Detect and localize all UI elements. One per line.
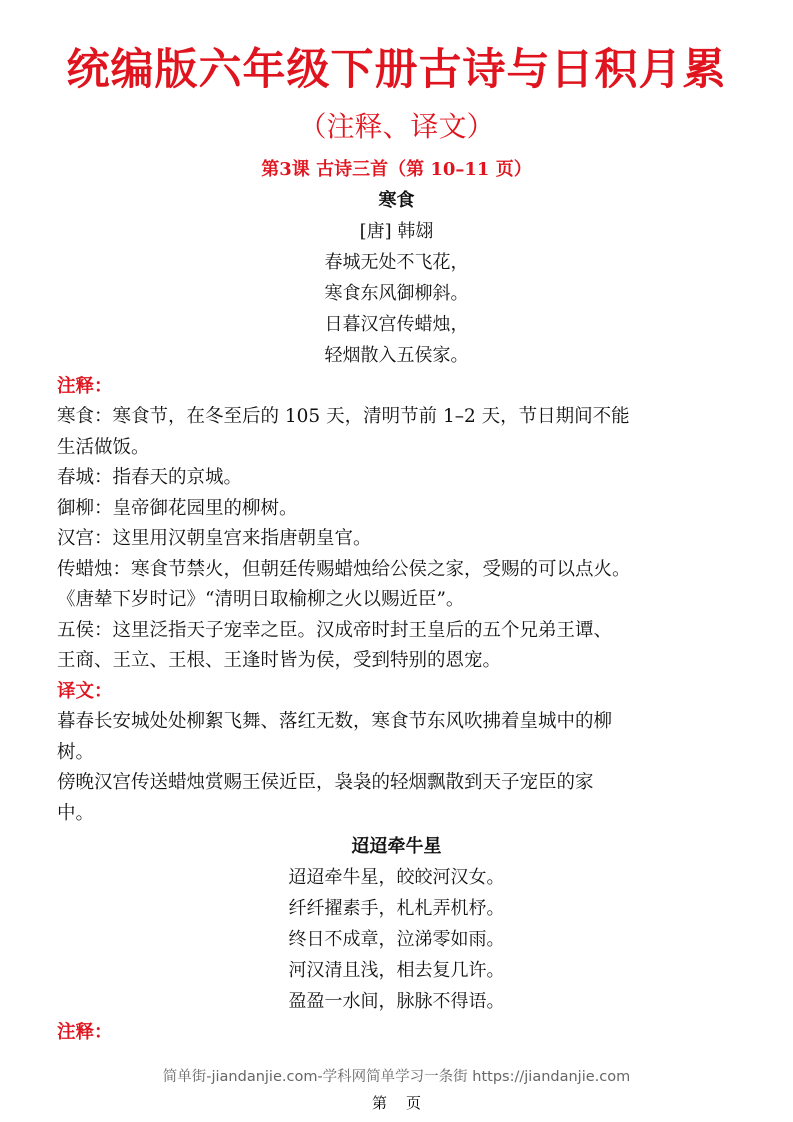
- poem-author: [唐] 韩翃: [359, 221, 434, 242]
- poem-line: 寒食东风御柳斜。: [324, 283, 469, 304]
- translation-line: 暮春长安城处处柳絮飞舞、落红无数，寒食节东风吹拂着皇城中的柳: [57, 711, 613, 732]
- document-subtitle: （注释、译文）: [298, 110, 495, 143]
- document-title: 统编版六年级下册古诗与日积月累: [66, 45, 727, 95]
- page-number: 第 页: [371, 1094, 422, 1112]
- note-line: 传蜡烛：寒食节禁火，但朝廷传赐蜡烛给公侯之家，受赐的可以点火。: [57, 559, 631, 580]
- note-line: 汉宫：这里用汉朝皇宫来指唐朝皇官。: [57, 528, 372, 549]
- note-line: 王商、王立、王根、王逢时皆为侯，受到特别的恩宠。: [57, 650, 502, 671]
- poem-line: 春城无处不飞花，: [324, 252, 469, 273]
- notes-label: 注释：: [57, 1022, 113, 1043]
- poem-line: 日暮汉宫传蜡烛，: [324, 314, 469, 335]
- poem-line: 迢迢牵牛星，皎皎河汉女。: [288, 867, 505, 888]
- translation-line: 中。: [57, 803, 95, 824]
- notes-label: 注释：: [57, 376, 113, 397]
- poem-line: 轻烟散入五侯家。: [324, 345, 469, 366]
- poem-title: 寒食: [378, 190, 415, 211]
- poem-line: 纤纤擢素手，札札弄机杼。: [288, 898, 505, 919]
- note-line: 寒食：寒食节，在冬至后的 105 天，清明节前 1–2 天，节日期间不能: [57, 406, 630, 427]
- lesson-heading: 第3课 古诗三首（第 10–11 页）: [261, 159, 532, 180]
- translation-line: 树。: [57, 742, 95, 763]
- footer-watermark: 简单街-jiandanjie.com-学科网简单学习一条街 https://jiandanjie.com: [162, 1069, 631, 1085]
- translation-line: 傍晚汉宫传送蜡烛赏赐王侯近臣，袅袅的轻烟飘散到天子宠臣的家: [57, 772, 594, 793]
- poem-line: 河汉清且浅，相去复几许。: [288, 960, 505, 981]
- translation-label: 译文：: [57, 681, 113, 702]
- poem-line: 终日不成章，泣涕零如雨。: [288, 929, 505, 950]
- poem-title: 迢迢牵牛星: [351, 836, 442, 857]
- note-line: 五侯：这里泛指天子宠幸之臣。汉成帝时封王皇后的五个兄弟王谭、: [57, 620, 613, 641]
- poem-line: 盈盈一水间，脉脉不得语。: [288, 991, 505, 1012]
- note-line: 御柳：皇帝御花园里的柳树。: [57, 498, 298, 519]
- note-line: 生活做饭。: [57, 437, 150, 458]
- note-line: 《唐辇下岁时记》“清明日取榆柳之火以赐近臣”。: [57, 589, 465, 610]
- note-line: 春城：指春天的京城。: [57, 467, 243, 488]
